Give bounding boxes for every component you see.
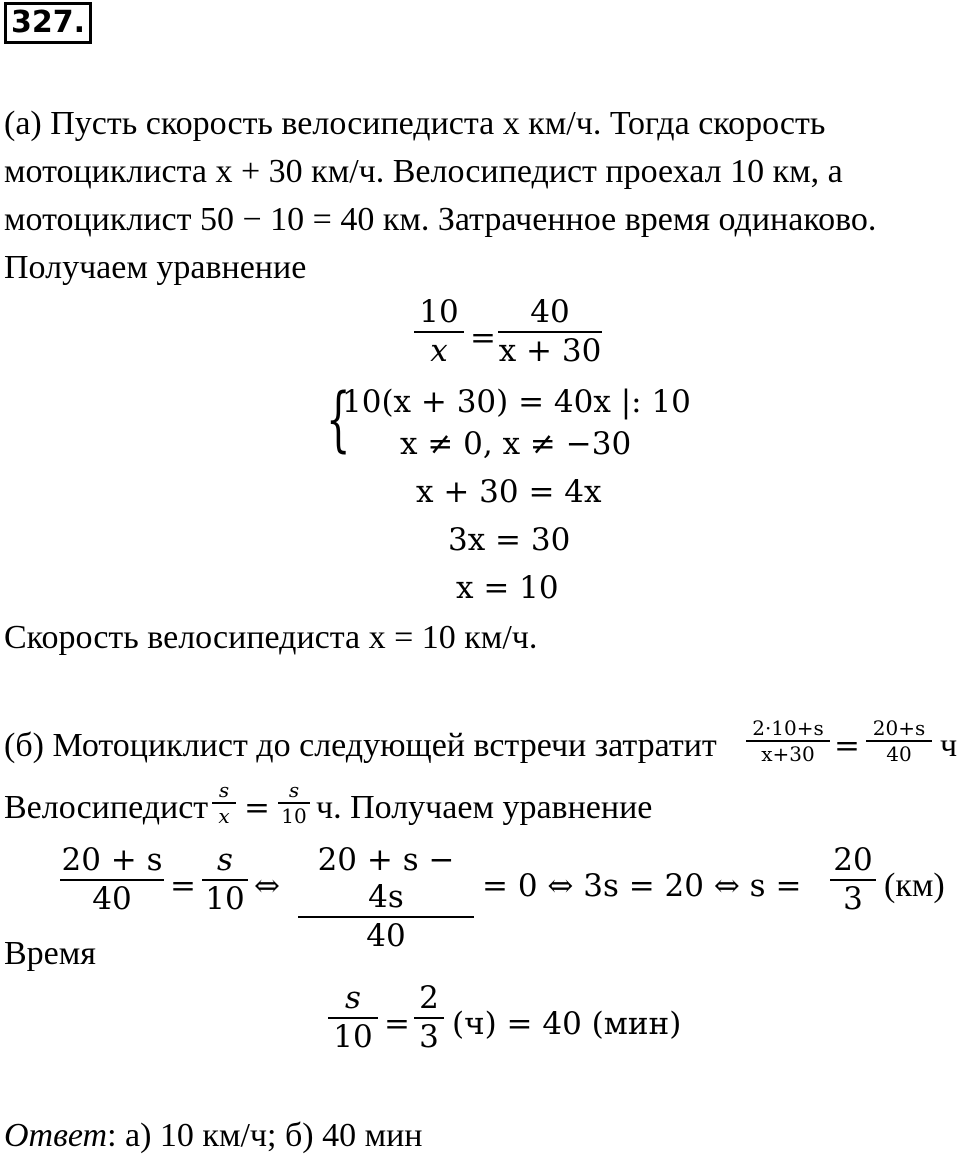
time-label: Время [4, 935, 96, 972]
part-b-fraction-2 [866, 716, 932, 766]
big-eq-a-denominator: 40 [92, 881, 132, 918]
fraction-1-denominator: x+30 [761, 742, 815, 766]
step-1: x + 30 = 4x [416, 474, 602, 510]
system-brace: { [326, 378, 351, 460]
part-a-line-1: (а) Пусть скорость велосипедиста x км/ч. Тогда скорость [4, 105, 826, 142]
eq1-left-numerator: 10 [419, 294, 459, 330]
eq1-left-denominator: x [430, 333, 448, 370]
part-a-conclusion: Скорость велосипедиста x = 10 км/ч. [4, 619, 538, 656]
fraction-4-denominator: 10 [281, 804, 307, 828]
fraction-1-numerator: 2·10+s [752, 716, 824, 740]
eq1-right-denominator: x + 30 [498, 333, 602, 370]
big-eq-b-denominator: 10 [205, 881, 245, 918]
part-b-line-1-unit: ч [940, 727, 958, 764]
time-fraction-a [328, 980, 378, 1056]
big-eq-a-numerator: 20 + s [61, 842, 163, 878]
step-3: x = 10 [456, 570, 559, 606]
time-equals: = [384, 1006, 410, 1042]
eq1-left-fraction [414, 294, 464, 370]
big-eq-c-numerator: 20 + s − 4s [317, 842, 455, 916]
part-b-line-2-rest: ч. Получаем уравнение [316, 789, 653, 826]
eq1-right-fraction [498, 294, 602, 370]
fraction-equals-3: = [244, 790, 270, 826]
time-a-numerator: s [345, 980, 361, 1016]
step-2: 3x = 30 [448, 522, 571, 558]
answer-line [4, 1116, 422, 1156]
big-eq-b-numerator: s [217, 842, 233, 878]
part-b-fraction-1 [746, 716, 830, 766]
fraction-equals-1: = [834, 728, 860, 764]
time-a-denominator: 10 [333, 1019, 373, 1056]
part-b-fraction-3 [212, 778, 236, 828]
part-a-line-4: Получаем уравнение [4, 249, 307, 286]
time-b-numerator: 2 [419, 980, 439, 1016]
system-line-2: x ≠ 0, x ≠ −30 [400, 426, 632, 462]
fraction-3-numerator: s [218, 778, 230, 802]
eq1-equals: = [470, 320, 496, 356]
system-line-1: 10(x + 30) = 40x |: 10 [342, 384, 691, 420]
part-b-line-1: (б) Мотоциклист до следующей встречи затратит [4, 727, 717, 764]
answer-label: Ответ [4, 1117, 108, 1154]
fraction-3-denominator: x [218, 804, 230, 828]
big-eq-fraction-c [298, 842, 474, 956]
part-a-line-3: мотоциклист 50 − 10 = 40 км. Затраченное время одинаково. [4, 201, 877, 238]
problem-number: 327. [4, 2, 92, 44]
eq1-right-numerator: 40 [530, 294, 570, 330]
big-eq-iff-1: ⇔ [254, 868, 280, 904]
part-b-line-2-label: Велосипедист [4, 789, 209, 826]
big-eq-equals: = [170, 868, 196, 904]
big-eq-fraction-d [830, 842, 876, 918]
big-eq-d-numerator: 20 [833, 842, 873, 878]
big-eq-c-denominator: 40 [366, 918, 406, 955]
fraction-4-numerator: s [288, 778, 300, 802]
big-eq-fraction-a [60, 842, 164, 918]
part-a-line-2: мотоциклиста x + 30 км/ч. Велосипедист проехал 10 км, а [4, 153, 843, 190]
part-b-fraction-4 [278, 778, 310, 828]
fraction-2-denominator: 40 [886, 742, 912, 766]
time-b-denominator: 3 [419, 1019, 439, 1056]
answer-text: : а) 10 км/ч; б) 40 мин [107, 1117, 423, 1154]
time-fraction-b [414, 980, 444, 1056]
time-rest: (ч) = 40 (мин) [452, 1006, 682, 1042]
big-eq-rest: = 0 ⇔ 3s = 20 ⇔ s = [482, 868, 802, 904]
big-eq-fraction-b [202, 842, 248, 918]
fraction-2-numerator: 20+s [872, 716, 926, 740]
big-eq-unit: (км) [884, 867, 945, 904]
big-eq-d-denominator: 3 [843, 881, 863, 918]
